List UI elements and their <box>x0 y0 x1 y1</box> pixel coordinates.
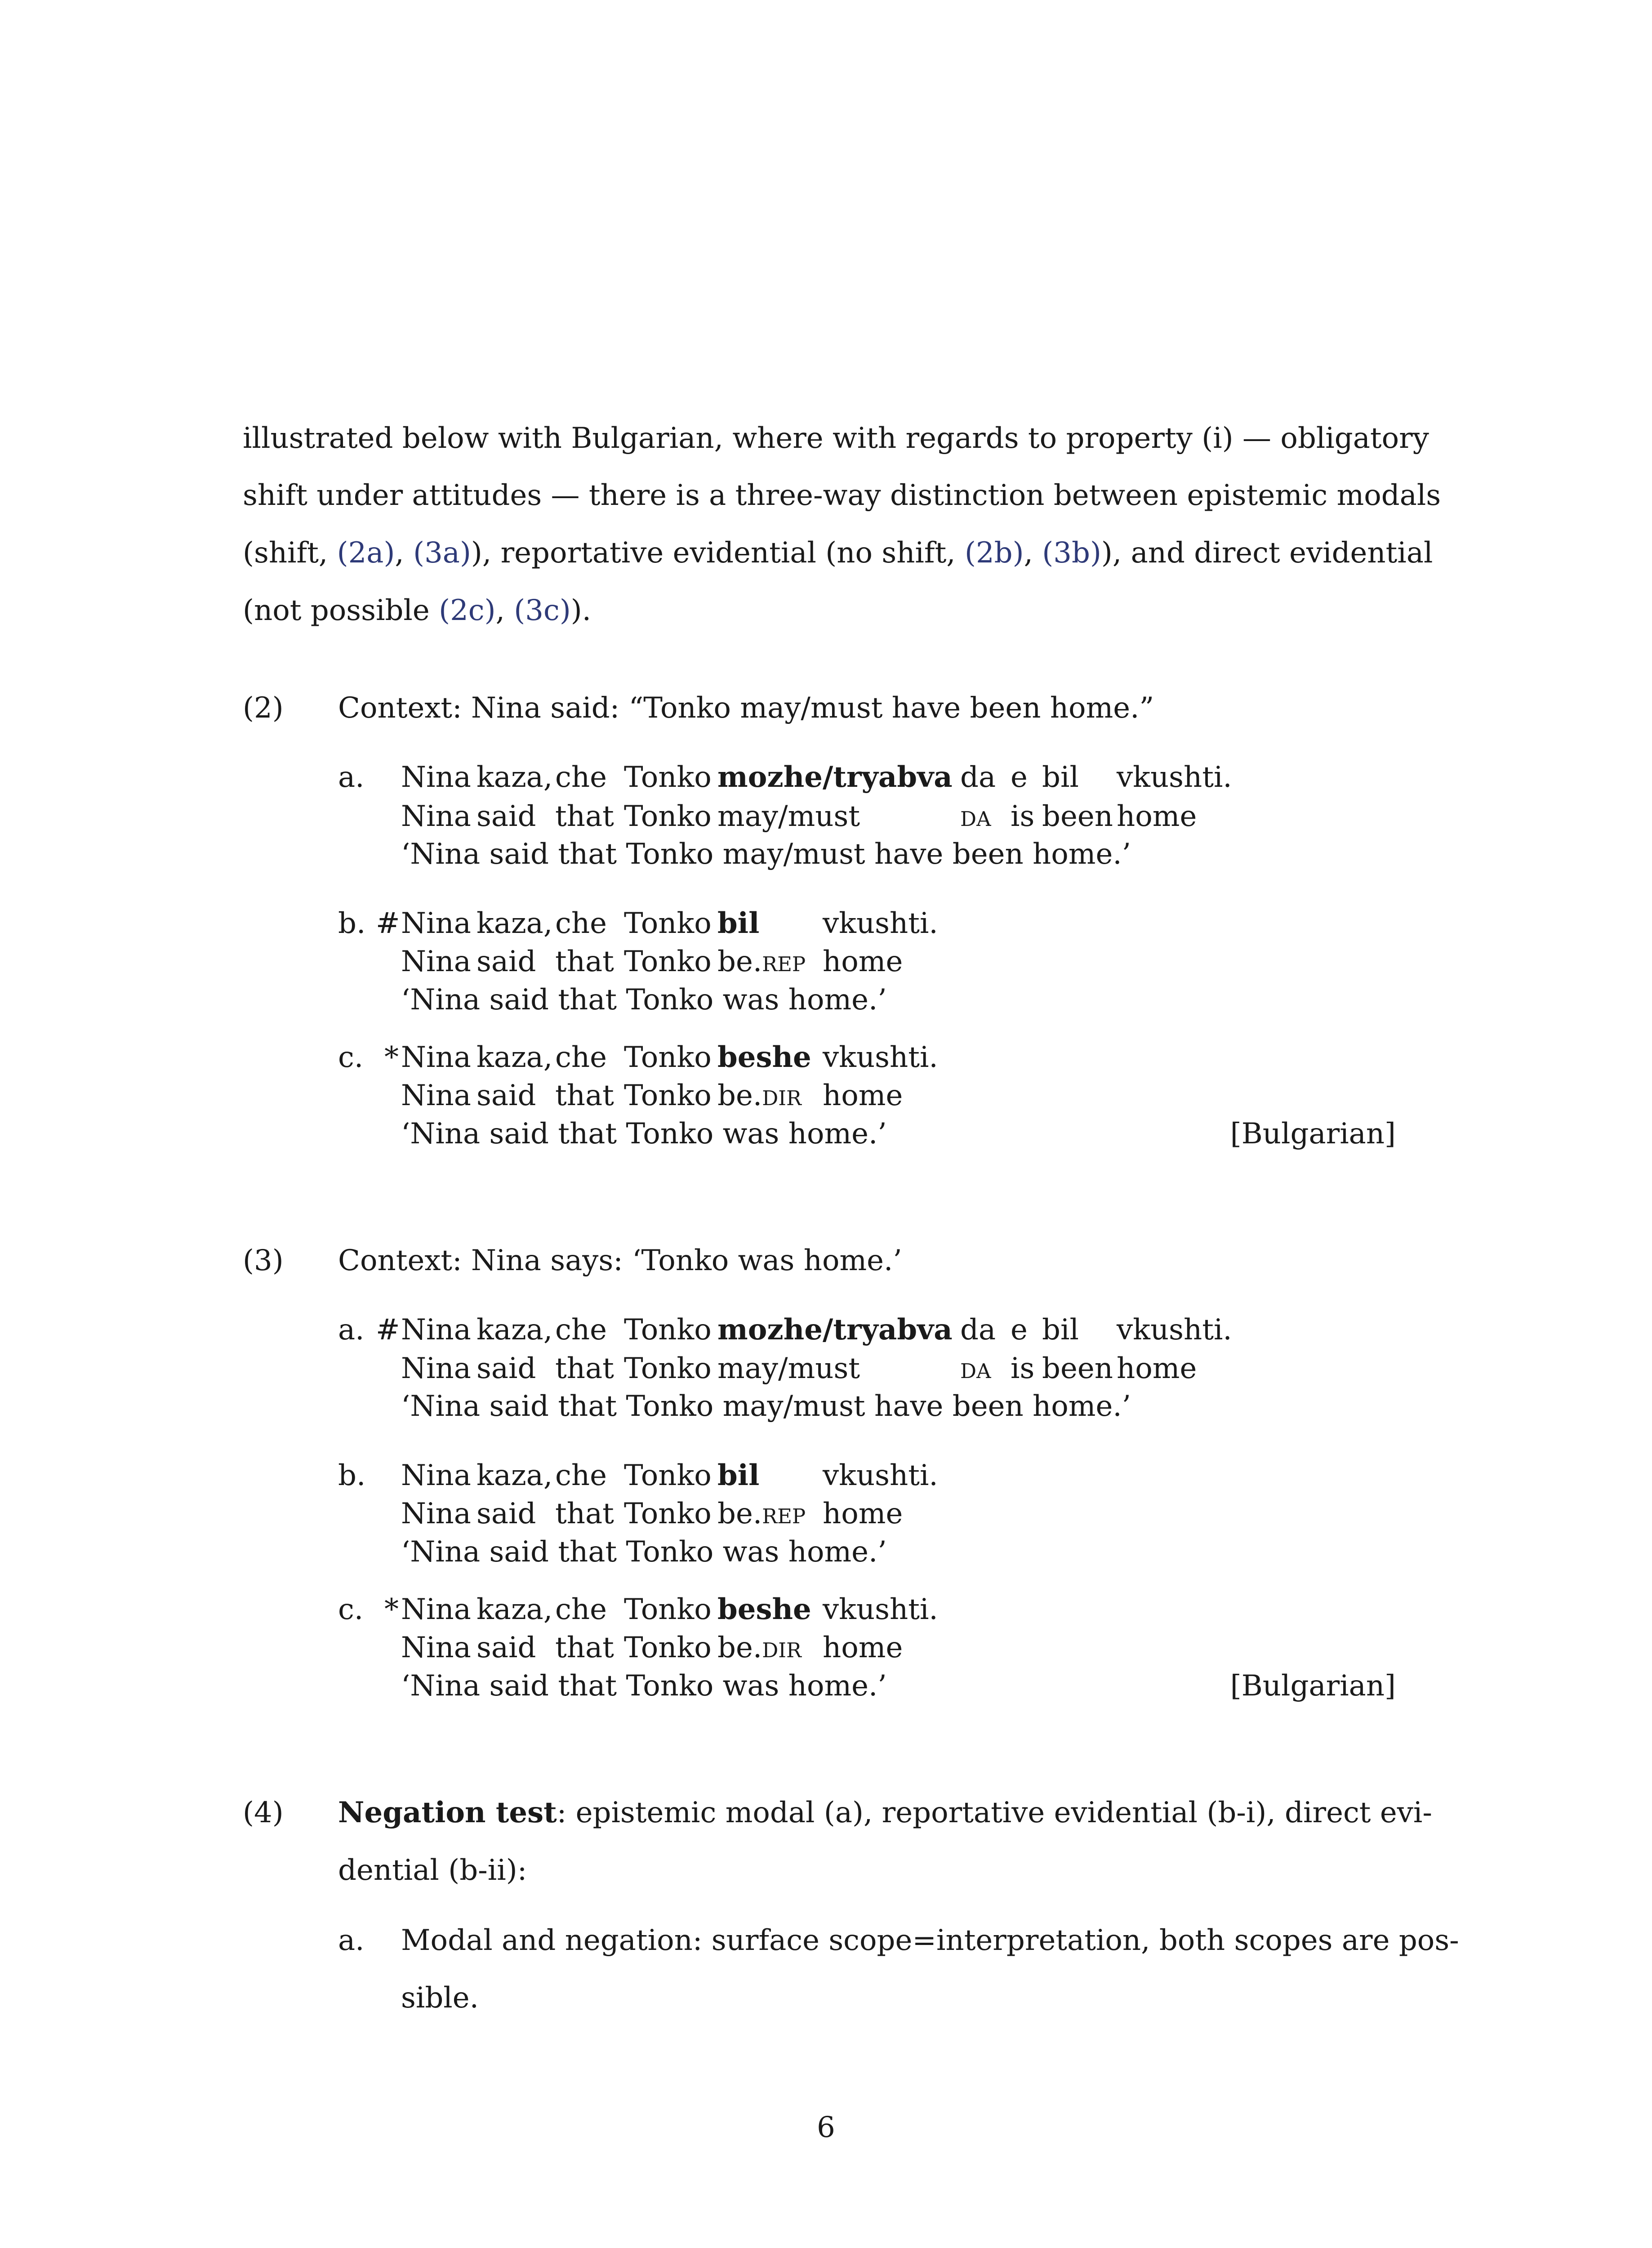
gloss: that <box>555 1352 614 1385</box>
word: Tonko <box>624 907 712 940</box>
translation: ‘Nina said that Tonko may/must have been home.’ <box>401 838 1131 871</box>
negation-test-title: Negation test <box>338 1796 557 1829</box>
ref-3b[interactable]: (3b) <box>1042 536 1101 570</box>
gloss: Nina <box>401 1497 471 1530</box>
gloss: be.dir <box>717 1079 802 1112</box>
word: kaza, <box>476 907 553 940</box>
gloss: said <box>476 945 536 978</box>
word: Nina <box>401 761 471 794</box>
gloss: said <box>476 1352 536 1385</box>
word-bold: beshe <box>717 1040 811 1074</box>
word: Nina <box>401 1593 471 1626</box>
gloss: be.rep <box>717 945 806 978</box>
sub-label: c. <box>338 1041 364 1074</box>
word: e <box>1011 761 1028 794</box>
word: bil <box>1042 1313 1079 1347</box>
gloss: said <box>476 800 536 833</box>
gloss: is <box>1011 1352 1035 1385</box>
gloss: Nina <box>401 800 471 833</box>
ref-2a[interactable]: (2a) <box>337 536 395 570</box>
gloss: Tonko <box>624 945 712 978</box>
gloss: may/must <box>717 800 860 833</box>
gloss: Nina <box>401 1352 471 1385</box>
word: vkushti. <box>1117 761 1232 794</box>
word: Nina <box>401 1041 471 1074</box>
gloss: that <box>555 1497 614 1530</box>
language-label: [Bulgarian] <box>1230 1669 1396 1703</box>
word: che <box>555 1041 607 1074</box>
judgment-mark: * <box>384 1041 399 1074</box>
gloss: Nina <box>401 1079 471 1112</box>
gloss: be.dir <box>717 1631 802 1664</box>
word-bold: bil <box>717 906 760 940</box>
sub-label: b. <box>338 1459 366 1492</box>
gloss: Tonko <box>624 800 712 833</box>
example-4-line-2: dential (b-ii): <box>338 1854 527 1887</box>
word: Tonko <box>624 1459 712 1492</box>
word: che <box>555 1593 607 1626</box>
word: vkushti. <box>823 1593 938 1626</box>
gloss: home <box>823 1079 903 1112</box>
example-number: (3) <box>243 1244 284 1277</box>
word: kaza, <box>476 1313 553 1347</box>
gloss: home <box>1117 800 1197 833</box>
word-bold: bil <box>717 1459 760 1492</box>
gloss: home <box>823 1631 903 1664</box>
page-number: 6 <box>817 2111 835 2144</box>
gloss: home <box>823 1497 903 1530</box>
intro-line-1: illustrated below with Bulgarian, where with regards to property (i) — obligatory <box>243 422 1429 455</box>
gloss: Tonko <box>624 1352 712 1385</box>
ref-2b[interactable]: (2b) <box>964 536 1024 570</box>
word: vkushti. <box>1117 1313 1232 1347</box>
language-label: [Bulgarian] <box>1230 1117 1396 1151</box>
judgment-mark: # <box>376 1313 400 1347</box>
word-bold: mozhe/tryabva <box>717 760 953 794</box>
gloss: that <box>555 1079 614 1112</box>
word: Tonko <box>624 1041 712 1074</box>
example-4a-line-2: sible. <box>401 1981 479 2015</box>
sub-label: a. <box>338 1924 365 1957</box>
gloss: may/must <box>717 1352 860 1385</box>
gloss: Tonko <box>624 1631 712 1664</box>
word-bold: beshe <box>717 1592 811 1626</box>
example-context: Context: Nina said: “Tonko may/must have been home.” <box>338 691 1154 725</box>
gloss: Tonko <box>624 1497 712 1530</box>
word: che <box>555 907 607 940</box>
translation: ‘Nina said that Tonko was home.’ <box>401 1535 887 1569</box>
word: kaza, <box>476 1041 553 1074</box>
word: Nina <box>401 1313 471 1347</box>
translation: ‘Nina said that Tonko was home.’ <box>401 1669 887 1703</box>
sub-label: a. <box>338 1313 365 1347</box>
word: che <box>555 761 607 794</box>
gloss: said <box>476 1631 536 1664</box>
word: Nina <box>401 1459 471 1492</box>
word: Tonko <box>624 1313 712 1347</box>
word: kaza, <box>476 1459 553 1492</box>
example-4a-line-1: Modal and negation: surface scope=interpretation, both scopes are pos- <box>401 1924 1459 1957</box>
ref-3a[interactable]: (3a) <box>413 536 471 570</box>
judgment-mark: * <box>384 1593 399 1626</box>
sub-label: c. <box>338 1593 364 1626</box>
word-bold: mozhe/tryabva <box>717 1313 953 1347</box>
ref-3c[interactable]: (3c) <box>514 594 571 627</box>
word: vkushti. <box>823 1041 938 1074</box>
gloss: home <box>823 945 903 978</box>
intro-line-2: shift under attitudes — there is a three-way distinction between epistemic modals <box>243 479 1441 512</box>
example-number: (4) <box>243 1796 284 1829</box>
gloss: said <box>476 1497 536 1530</box>
word: vkushti. <box>823 907 938 940</box>
gloss: Nina <box>401 945 471 978</box>
example-4-line-1: Negation test: epistemic modal (a), reportative evidential (b-i), direct evi- <box>338 1796 1432 1829</box>
word: Tonko <box>624 1593 712 1626</box>
example-context: Context: Nina says: ‘Tonko was home.’ <box>338 1244 902 1277</box>
ref-2c[interactable]: (2c) <box>439 594 496 627</box>
translation: ‘Nina said that Tonko was home.’ <box>401 1117 887 1151</box>
word: bil <box>1042 761 1079 794</box>
gloss: home <box>1117 1352 1197 1385</box>
gloss: that <box>555 1631 614 1664</box>
gloss: be.rep <box>717 1497 806 1530</box>
word: e <box>1011 1313 1028 1347</box>
gloss: been <box>1042 800 1113 833</box>
judgment-mark: # <box>376 907 400 940</box>
word: da <box>960 761 996 794</box>
gloss: Tonko <box>624 1079 712 1112</box>
translation: ‘Nina said that Tonko may/must have been home.’ <box>401 1390 1131 1423</box>
sub-label: b. <box>338 907 366 940</box>
word: kaza, <box>476 1593 553 1626</box>
word: vkushti. <box>823 1459 938 1492</box>
gloss: said <box>476 1079 536 1112</box>
word: kaza, <box>476 761 553 794</box>
gloss: Nina <box>401 1631 471 1664</box>
word: da <box>960 1313 996 1347</box>
word: Tonko <box>624 761 712 794</box>
translation: ‘Nina said that Tonko was home.’ <box>401 983 887 1017</box>
gloss: been <box>1042 1352 1113 1385</box>
gloss: that <box>555 945 614 978</box>
intro-line-3: (shift, (2a), (3a)), reportative evidential (no shift, (2b), (3b)), and direct evidential <box>243 536 1433 570</box>
example-number: (2) <box>243 691 284 725</box>
intro-line-4: (not possible (2c), (3c)). <box>243 594 592 627</box>
gloss: that <box>555 800 614 833</box>
word: Nina <box>401 907 471 940</box>
gloss-smallcaps: da <box>960 800 991 833</box>
gloss: is <box>1011 800 1035 833</box>
sub-label: a. <box>338 761 365 794</box>
gloss-smallcaps: da <box>960 1352 991 1385</box>
word: che <box>555 1459 607 1492</box>
word: che <box>555 1313 607 1347</box>
